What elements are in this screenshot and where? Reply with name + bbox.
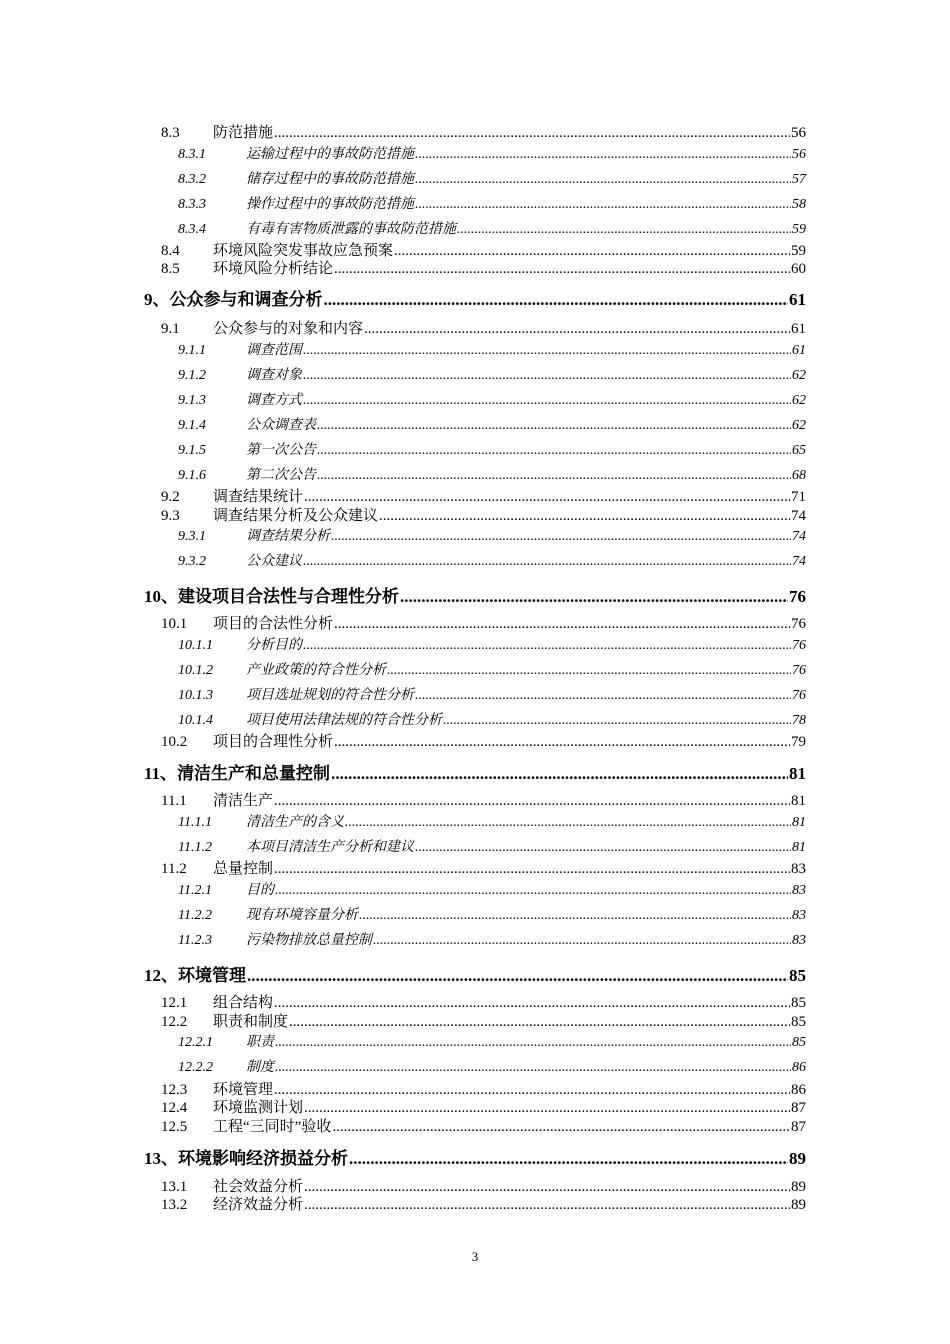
toc-entry[interactable] [0,841,950,855]
toc-entry-number: 13.2 [161,1197,188,1213]
toc-entry[interactable] [0,617,950,632]
toc-entry-title: 环境管理 [178,966,246,985]
toc-entry-title: 环境风险分析结论 [213,261,334,277]
toc-entry-title: 环境影响经济损益分析 [178,1149,348,1168]
toc-entry-number: 11.2.2 [178,908,212,923]
toc-leader-dots [303,394,791,408]
toc-leader-dots [443,714,791,728]
toc-entry[interactable] [0,934,950,948]
toc-entry[interactable] [0,1036,950,1050]
toc-entry-page: 58 [792,197,806,212]
toc-entry-page: 76 [791,616,806,632]
toc-entry[interactable] [0,369,950,383]
toc-leader-dots [349,1150,788,1167]
toc-leader-dots [379,509,790,524]
toc-leader-dots [303,344,791,358]
toc-entry-title: 项目的合理性分析 [213,734,334,750]
toc-entry-number: 8.3.1 [178,147,206,162]
toc-entry-number: 8.4 [161,243,180,259]
toc-entry[interactable] [0,262,950,277]
toc-entry-number: 9.1.4 [178,418,206,433]
toc-entry[interactable] [0,816,950,830]
toc-entry-title: 调查对象 [246,368,302,383]
toc-entry-title: 分析目的 [246,638,302,653]
toc-entry-number: 9.1.5 [178,443,206,458]
toc-entry-page: 83 [792,933,806,948]
toc-leader-dots [289,1015,790,1030]
toc-leader-dots [332,1120,790,1135]
toc-entry-page: 85 [791,995,806,1011]
toc-leader-dots [400,588,788,605]
toc-entry-page: 57 [792,172,806,187]
toc-entry[interactable] [0,1061,950,1075]
toc-leader-dots [394,244,790,259]
toc-entry-number: 8.3 [161,125,180,141]
toc-leader-dots [304,1180,790,1195]
toc-entry-page: 81 [791,793,806,809]
toc-entry-number: 11.1.2 [178,840,212,855]
toc-leader-dots [415,173,791,187]
toc-chapter-entry[interactable] [0,765,950,782]
toc-entry[interactable] [0,1120,950,1135]
toc-entry[interactable] [0,148,950,162]
toc-leader-dots [324,291,789,308]
toc-entry-number: 8.3.2 [178,172,206,187]
toc-entry-number: 13.1 [161,1179,188,1195]
toc-entry-page: 85 [792,1035,806,1050]
toc-entry-number: 11.2.1 [178,883,212,898]
toc-entry-title: 调查结果统计 [213,489,304,505]
toc-entry-number: 9.1.1 [178,343,206,358]
toc-entry-page: 62 [792,393,806,408]
toc-entry[interactable] [0,909,950,923]
toc-entry-number: 9.1.6 [178,468,206,483]
toc-entry[interactable] [0,198,950,212]
toc-entry-page: 76 [792,638,806,653]
toc-entry-page: 61 [789,290,806,309]
toc-entry-number: 10.1.1 [178,638,213,653]
page-number: 3 [471,1249,479,1264]
toc-entry-title: 经济效益分析 [213,1197,304,1213]
toc-entry-number: 11.2 [161,861,187,877]
toc-entry-title: 环境管理 [213,1082,274,1098]
toc-entry-page: 56 [792,147,806,162]
toc-entry-title: 防范措施 [213,125,274,141]
toc-chapter-entry[interactable] [0,291,950,308]
toc-entry-number: 12.2.2 [178,1060,213,1075]
toc-entry[interactable] [0,1101,950,1116]
toc-leader-dots [247,967,788,984]
toc-entry-page: 61 [791,321,806,337]
toc-entry[interactable] [0,244,950,259]
toc-entry-title: 调查结果分析及公众建议 [213,508,379,524]
toc-entry-title: 产业政策的符合性分析 [246,663,386,678]
toc-entry-title: 污染物排放总量控制 [246,933,372,948]
toc-entry-page: 83 [792,883,806,898]
toc-entry-title: 公众参与的对象和内容 [213,321,364,337]
toc-leader-dots [317,469,791,483]
toc-entry-title: 组合结构 [213,995,274,1011]
toc-entry-page: 83 [791,861,806,877]
toc-leader-dots [415,148,791,162]
toc-entry-number: 8.5 [161,261,180,277]
toc-entry-number: 10.2 [161,734,188,750]
toc-entry[interactable] [0,444,950,458]
toc-entry[interactable] [0,1015,950,1030]
toc-entry-page: 60 [791,261,806,277]
toc-entry[interactable] [0,1083,950,1098]
toc-entry-number: 9、 [144,290,170,309]
toc-entry-number: 10.1.3 [178,688,213,703]
toc-leader-dots [274,794,790,809]
toc-leader-dots [304,1198,790,1213]
toc-entry-number: 9.3 [161,508,180,524]
toc-entry-title: 职责和制度 [213,1014,289,1030]
toc-entry-title: 总量控制 [213,861,274,877]
toc-leader-dots [317,419,791,433]
toc-leader-dots [303,369,791,383]
toc-entry-title: 公众建议 [246,554,302,569]
toc-leader-dots [373,934,791,948]
toc-entry-title: 工程“三同时”验收 [213,1119,332,1135]
toc-entry[interactable] [0,884,950,898]
toc-entry[interactable] [0,419,950,433]
toc-leader-dots [274,862,790,877]
toc-leader-dots [359,909,791,923]
toc-entry-page: 81 [789,764,806,783]
toc-entry[interactable] [0,996,950,1011]
toc-leader-dots [415,198,791,212]
toc-entry-title: 职责 [246,1035,274,1050]
toc-entry[interactable] [0,509,950,524]
toc-entry[interactable] [0,689,950,703]
toc-entry-title: 储存过程中的事故防范措施 [246,172,414,187]
toc-entry-page: 89 [791,1197,806,1213]
toc-leader-dots [303,555,791,569]
toc-entry-title: 第一次公告 [246,443,316,458]
toc-entry-title: 清洁生产 [213,793,274,809]
toc-entry-page: 76 [789,587,806,606]
toc-entry-title: 公众参与和调查分析 [169,290,323,309]
toc-entry[interactable] [0,1180,950,1195]
toc-entry-number: 12.2 [161,1014,188,1030]
toc-entry-number: 11.1.1 [178,815,212,830]
toc-entry-page: 65 [792,443,806,458]
toc-leader-dots [274,996,790,1011]
toc-entry-title: 清洁生产和总量控制 [177,764,331,783]
toc-entry[interactable] [0,126,950,141]
toc-entry[interactable] [0,1198,950,1213]
toc-entry[interactable] [0,223,950,237]
toc-leader-dots [331,765,788,782]
toc-entry-number: 12.3 [161,1082,188,1098]
toc-entry-number: 10、 [144,587,178,606]
toc-entry-number: 9.2 [161,489,180,505]
toc-entry-number: 8.3.3 [178,197,206,212]
toc-entry-number: 10.1.4 [178,713,213,728]
toc-entry-number: 10.1 [161,616,188,632]
toc-entry-page: 59 [792,222,806,237]
toc-entry[interactable] [0,862,950,877]
toc-entry[interactable] [0,469,950,483]
toc-leader-dots [334,262,790,277]
toc-entry[interactable] [0,322,950,337]
toc-entry-page: 85 [789,966,806,985]
toc-entry-page: 59 [791,243,806,259]
toc-entry-number: 11、 [144,764,178,783]
toc-entry-number: 9.1.2 [178,368,206,383]
toc-entry-title: 第二次公告 [246,468,316,483]
toc-entry-page: 56 [791,125,806,141]
toc-leader-dots [334,617,790,632]
toc-entry-number: 9.3.2 [178,554,206,569]
toc-entry-page: 89 [791,1179,806,1195]
toc-entry-page: 78 [792,713,806,728]
toc-entry-page: 86 [792,1060,806,1075]
toc-leader-dots [364,322,790,337]
toc-entry-page: 85 [791,1014,806,1030]
toc-entry[interactable] [0,394,950,408]
toc-entry-page: 81 [792,840,806,855]
toc-entry-page: 83 [792,908,806,923]
toc-entry[interactable] [0,664,950,678]
toc-leader-dots [331,530,791,544]
toc-entry-title: 操作过程中的事故防范措施 [246,197,414,212]
toc-leader-dots [304,490,790,505]
toc-entry-number: 10.1.2 [178,663,213,678]
toc-entry[interactable] [0,794,950,809]
toc-entry-title: 环境监测计划 [213,1100,304,1116]
toc-entry-page: 61 [792,343,806,358]
toc-entry[interactable] [0,714,950,728]
toc-entry-page: 76 [792,688,806,703]
toc-entry-page: 62 [792,418,806,433]
toc-entry-title: 公众调查表 [246,418,316,433]
toc-entry[interactable] [0,530,950,544]
toc-entry-title: 本项目清洁生产分析和建议 [246,840,414,855]
toc-leader-dots [415,689,791,703]
toc-entry-title: 运输过程中的事故防范措施 [246,147,414,162]
toc-entry[interactable] [0,344,950,358]
toc-entry[interactable] [0,555,950,569]
toc-entry-title: 环境风险突发事故应急预案 [213,243,394,259]
toc-entry-title: 社会效益分析 [213,1179,304,1195]
toc-entry-number: 11.2.3 [178,933,212,948]
toc-leader-dots [274,1083,790,1098]
toc-entry-number: 12.2.1 [178,1035,213,1050]
toc-entry-number: 12.4 [161,1100,188,1116]
toc-entry-number: 13、 [144,1149,178,1168]
toc-entry-page: 87 [791,1100,806,1116]
toc-leader-dots [317,444,791,458]
toc-entry-page: 81 [792,815,806,830]
toc-entry-page: 62 [792,368,806,383]
toc-leader-dots [345,816,791,830]
toc-entry-title: 项目使用法律法规的符合性分析 [246,713,442,728]
toc-leader-dots [304,1101,790,1116]
toc-leader-dots [387,664,791,678]
toc-leader-dots [415,841,791,855]
toc-entry-number: 9.1.3 [178,393,206,408]
toc-entry-title: 现有环境容量分析 [246,908,358,923]
toc-chapter-entry[interactable] [0,967,950,984]
toc-entry-number: 9.1 [161,321,180,337]
toc-leader-dots [457,223,791,237]
toc-entry-page: 74 [792,529,806,544]
toc-entry-number: 12、 [144,966,178,985]
toc-leader-dots [334,735,790,750]
toc-leader-dots [275,884,791,898]
toc-leader-dots [274,126,790,141]
toc-chapter-entry[interactable] [0,1150,950,1167]
toc-entry-page: 71 [791,489,806,505]
toc-entry[interactable] [0,735,950,750]
toc-leader-dots [275,1036,791,1050]
toc-entry-page: 76 [792,663,806,678]
toc-entry-title: 制度 [246,1060,274,1075]
toc-entry[interactable] [0,490,950,505]
toc-entry-page: 74 [791,508,806,524]
toc-entry-number: 12.5 [161,1119,188,1135]
toc-entry-page: 87 [791,1119,806,1135]
toc-entry[interactable] [0,173,950,187]
toc-entry-number: 12.1 [161,995,188,1011]
toc-entry-title: 调查结果分析 [246,529,330,544]
toc-entry-number: 11.1 [161,793,187,809]
toc-entry-title: 目的 [246,883,274,898]
toc-entry-number: 9.3.1 [178,529,206,544]
toc-entry[interactable] [0,639,950,653]
toc-entry-page: 68 [792,468,806,483]
toc-entry-number: 8.3.4 [178,222,206,237]
toc-leader-dots [303,639,791,653]
toc-entry-title: 项目选址规划的符合性分析 [246,688,414,703]
toc-entry-title: 调查范围 [246,343,302,358]
toc-entry-title: 项目的合法性分析 [213,616,334,632]
toc-entry-title: 清洁生产的含义 [246,815,344,830]
toc-entry-page: 74 [792,554,806,569]
toc-entry-page: 79 [791,734,806,750]
toc-entry-title: 建设项目合法性与合理性分析 [178,587,399,606]
toc-entry-page: 86 [791,1082,806,1098]
toc-entry-page: 89 [789,1149,806,1168]
toc-entry-title: 调查方式 [246,393,302,408]
toc-entry-title: 有毒有害物质泄露的事故防范措施 [246,222,456,237]
toc-leader-dots [275,1061,791,1075]
toc-chapter-entry[interactable] [0,588,950,605]
